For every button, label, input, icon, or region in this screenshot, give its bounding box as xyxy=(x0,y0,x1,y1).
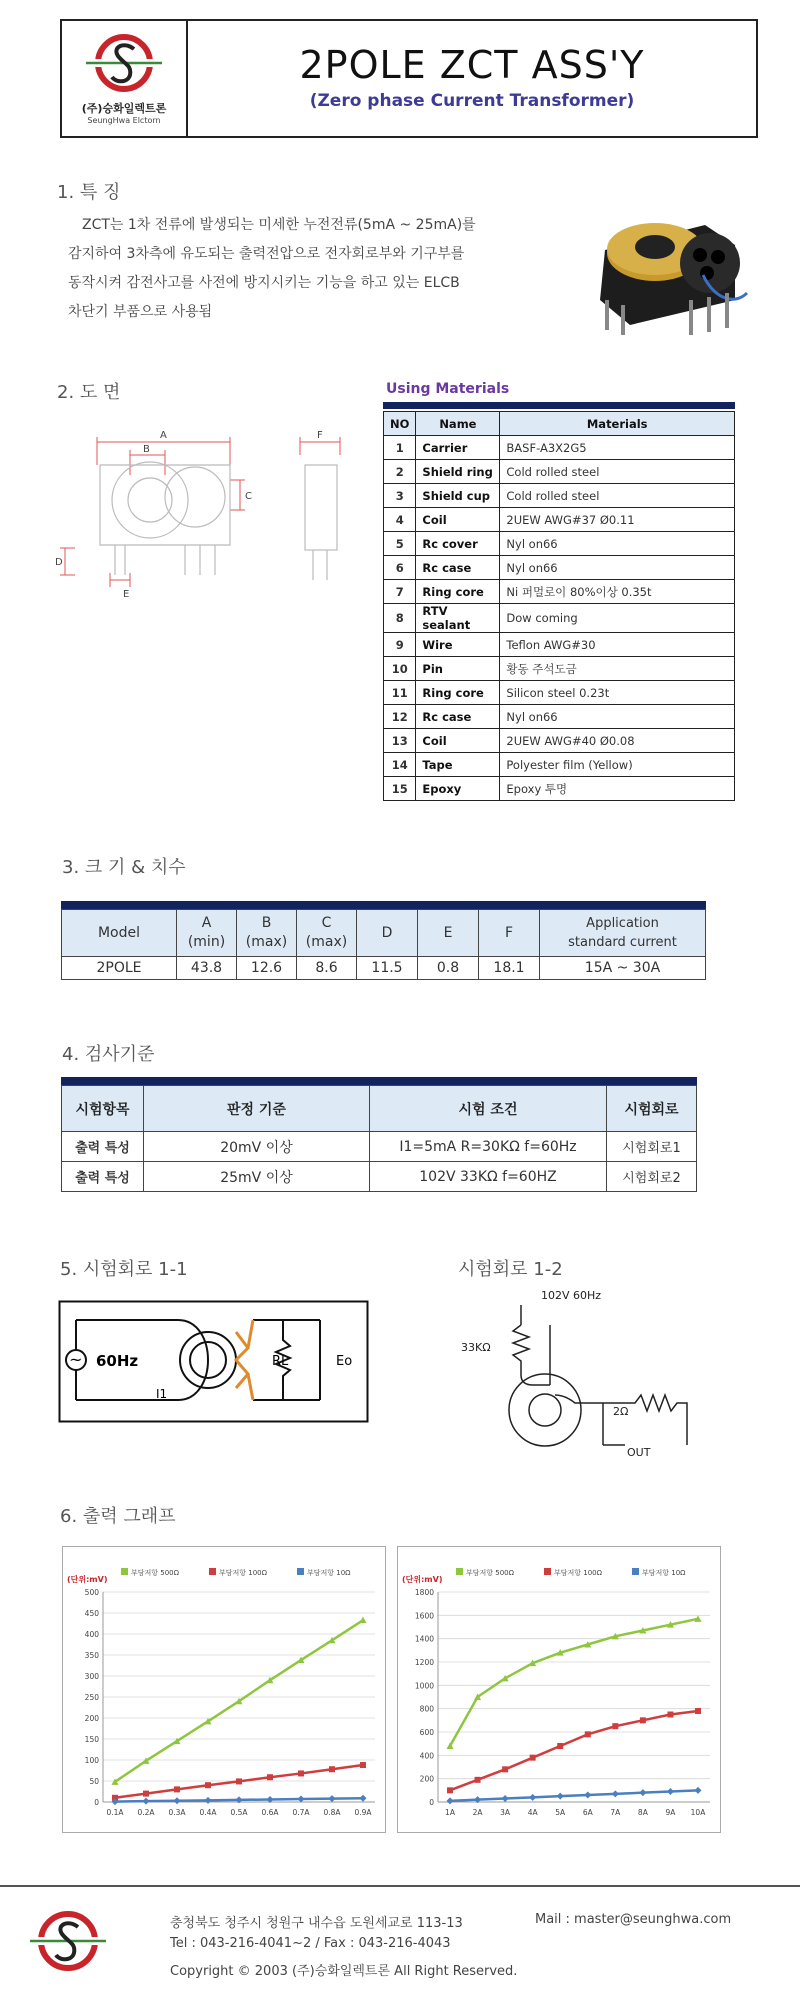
dim-label-f: F xyxy=(317,430,323,441)
cell-material: BASF-A3X2G5 xyxy=(500,436,735,460)
cell-condition: I1=5mA R=30KΩ f=60Hz xyxy=(370,1132,607,1162)
data-point xyxy=(585,1731,591,1737)
cell-a: 43.8 xyxy=(177,957,237,980)
y-tick-label: 450 xyxy=(84,1609,99,1618)
col-a-l2: (min) xyxy=(187,934,226,950)
footer-divider xyxy=(0,1885,800,1887)
x-tick-label: 1A xyxy=(445,1808,455,1817)
cell-name: Tape xyxy=(416,753,500,777)
cell-test-item: 출력 특성 xyxy=(62,1162,144,1192)
cell-material: Ni 퍼멀로이 80%이상 0.35t xyxy=(500,580,735,604)
cell-criteria: 20mV 이상 xyxy=(144,1132,370,1162)
footer-logo-icon xyxy=(28,1905,108,1977)
table-row xyxy=(384,508,735,532)
cell-no: 5 xyxy=(384,532,416,556)
materials-table xyxy=(383,411,735,801)
features-line: ZCT는 1차 전류에 발생되는 미세한 누전전류(5mA ~ 25mA)를 xyxy=(82,217,476,233)
output-label: Eo xyxy=(336,1354,353,1369)
current-label: I1 xyxy=(156,1387,168,1401)
table-row xyxy=(62,957,706,980)
table-row xyxy=(384,436,735,460)
cell-name: Rc case xyxy=(416,705,500,729)
dim-label-e: E xyxy=(123,589,130,600)
inspection-table xyxy=(61,1085,697,1192)
cell-condition: 102V 33KΩ f=60HZ xyxy=(370,1162,607,1192)
cell-name: Wire xyxy=(416,633,500,657)
data-point xyxy=(584,1792,591,1799)
product-photo xyxy=(585,205,755,355)
x-tick-label: 0.1A xyxy=(106,1808,124,1817)
y-tick-label: 500 xyxy=(84,1588,99,1597)
data-point xyxy=(143,1798,150,1805)
legend-label: 부담저항 500Ω xyxy=(466,1569,514,1577)
load-label: RL xyxy=(272,1354,289,1369)
table-row xyxy=(384,604,735,633)
y-tick-label: 250 xyxy=(84,1693,99,1702)
y-tick-label: 350 xyxy=(84,1651,99,1660)
features-heading: 1. 특 징 xyxy=(57,182,121,203)
cell-name: Ring core xyxy=(416,580,500,604)
cell-material: Cold rolled steel xyxy=(500,484,735,508)
legend-swatch xyxy=(121,1568,128,1575)
company-name: (주)승화일렉트론 xyxy=(81,102,167,115)
data-point xyxy=(360,1762,366,1768)
ac-source-icon: ~ xyxy=(69,1350,83,1369)
cell-no: 6 xyxy=(384,556,416,580)
table-row xyxy=(384,580,735,604)
cell-material: Cold rolled steel xyxy=(500,460,735,484)
y-tick-label: 1800 xyxy=(414,1588,434,1597)
cell-no: 13 xyxy=(384,729,416,753)
features-line: 동작시켜 감전사고를 사전에 방지시키는 기능을 하고 있는 ELCB xyxy=(68,275,460,291)
x-tick-label: 0.3A xyxy=(168,1808,186,1817)
y-tick-label: 1000 xyxy=(414,1681,434,1691)
col-a xyxy=(177,910,237,957)
table-row xyxy=(384,681,735,705)
legend-label: 부담저항 100Ω xyxy=(554,1569,602,1577)
cell-material: Nyl on66 xyxy=(500,532,735,556)
col-condition: 시험 조건 xyxy=(370,1086,607,1132)
y-tick-label: 0 xyxy=(429,1798,434,1807)
x-tick-label: 3A xyxy=(500,1808,511,1817)
data-point xyxy=(174,1797,181,1804)
dim-label-c: C xyxy=(245,491,252,502)
table-row xyxy=(384,484,735,508)
col-e: E xyxy=(418,910,479,957)
dimensions-top-bar xyxy=(61,901,706,909)
footer-tel: Tel : 043-216-4041~2 / Fax : 043-216-4043 xyxy=(170,1936,451,1951)
cell-no: 15 xyxy=(384,777,416,801)
y-tick-label: 150 xyxy=(84,1735,99,1744)
col-b-l2: (max) xyxy=(245,934,288,950)
cell-c: 8.6 xyxy=(297,957,357,980)
cell-material: Dow coming xyxy=(500,604,735,633)
col-b xyxy=(237,910,297,957)
col-c-l2: (max) xyxy=(305,934,348,950)
x-tick-label: 5A xyxy=(555,1808,566,1817)
logo-cell xyxy=(62,21,188,136)
dimensions-heading: 3. 크 기 & 치수 xyxy=(62,857,186,878)
y-tick-label: 1600 xyxy=(414,1611,434,1621)
y-tick-label: 800 xyxy=(419,1704,434,1714)
features-description xyxy=(68,211,538,327)
col-criteria: 판정 기준 xyxy=(144,1086,370,1132)
cell-name: Pin xyxy=(416,657,500,681)
cell-e: 0.8 xyxy=(418,957,479,980)
x-tick-label: 9A xyxy=(665,1808,676,1817)
x-tick-label: 0.6A xyxy=(261,1808,279,1817)
data-point xyxy=(530,1755,536,1761)
x-tick-label: 0.5A xyxy=(230,1808,248,1817)
cell-application: 15A ~ 30A xyxy=(540,957,706,980)
unit-label: (단위:mV) xyxy=(67,1575,108,1584)
data-point xyxy=(236,1778,242,1784)
cell-name: Rc cover xyxy=(416,532,500,556)
table-row xyxy=(384,460,735,484)
graphs-heading: 6. 출력 그래프 xyxy=(60,1506,176,1527)
legend-label: 부담저항 10Ω xyxy=(307,1569,351,1577)
y-tick-label: 400 xyxy=(84,1630,99,1639)
output-chart-low-current xyxy=(63,1547,385,1832)
y-tick-label: 400 xyxy=(419,1751,434,1761)
col-circuit: 시험회로 xyxy=(607,1086,697,1132)
company-logo-icon xyxy=(84,29,164,97)
cell-material: Epoxy 투명 xyxy=(500,777,735,801)
table-row xyxy=(384,532,735,556)
x-tick-label: 0.9A xyxy=(354,1808,372,1817)
data-point xyxy=(639,1789,646,1796)
table-row xyxy=(384,753,735,777)
data-point xyxy=(502,1795,509,1802)
dim-label-a: A xyxy=(160,430,167,441)
cell-no: 9 xyxy=(384,633,416,657)
y-tick-label: 200 xyxy=(419,1774,434,1784)
table-row xyxy=(62,1162,697,1192)
legend-label: 부담저항 500Ω xyxy=(131,1569,179,1577)
features-line: 감지하여 3차측에 유도되는 출력전압으로 전자회로부와 기구부를 xyxy=(68,246,465,262)
features-line: 차단기 부품으로 사용됨 xyxy=(68,304,213,320)
cell-no: 11 xyxy=(384,681,416,705)
cell-name: Rc case xyxy=(416,556,500,580)
table-row xyxy=(384,633,735,657)
cell-no: 10 xyxy=(384,657,416,681)
x-tick-label: 7A xyxy=(610,1808,621,1817)
document-title: 2POLE ZCT ASS'Y xyxy=(299,43,645,87)
dimensions-table xyxy=(61,909,706,980)
cell-material: Nyl on66 xyxy=(500,705,735,729)
inspection-top-bar xyxy=(61,1077,697,1085)
data-point xyxy=(612,1790,619,1797)
cell-name: Coil xyxy=(416,729,500,753)
col-b-l1: B xyxy=(261,915,272,931)
data-point xyxy=(557,1793,564,1800)
output-chart-high-current xyxy=(398,1547,720,1832)
y-tick-label: 600 xyxy=(419,1728,434,1737)
y-tick-label: 0 xyxy=(94,1798,99,1807)
cell-no: 4 xyxy=(384,508,416,532)
col-no: NO xyxy=(384,412,416,436)
data-point xyxy=(475,1777,481,1783)
x-tick-label: 0.7A xyxy=(292,1808,310,1817)
cell-material: 2UEW AWG#40 Ø0.08 xyxy=(500,729,735,753)
cell-material: 2UEW AWG#37 Ø0.11 xyxy=(500,508,735,532)
chart-box-1 xyxy=(62,1546,386,1833)
materials-top-bar xyxy=(383,402,735,409)
data-point xyxy=(695,1708,701,1714)
cell-name: Carrier xyxy=(416,436,500,460)
c2-voltage-label: 102V 60Hz xyxy=(541,1289,602,1302)
cell-name: Shield ring xyxy=(416,460,500,484)
data-point xyxy=(557,1743,563,1749)
data-point xyxy=(447,1797,454,1804)
cell-no: 12 xyxy=(384,705,416,729)
data-point xyxy=(447,1787,453,1793)
data-point xyxy=(205,1782,211,1788)
document-subtitle: (Zero phase Current Transformer) xyxy=(309,91,635,111)
x-tick-label: 8A xyxy=(637,1808,648,1817)
data-point xyxy=(667,1788,674,1795)
table-row xyxy=(384,729,735,753)
dimension-drawing xyxy=(55,425,365,615)
cell-name: Coil xyxy=(416,508,500,532)
cell-name: RTV sealant xyxy=(416,604,500,633)
cell-name: Shield cup xyxy=(416,484,500,508)
cell-no: 1 xyxy=(384,436,416,460)
footer-copyright: Copyright © 2003 (주)승화일렉트론 All Right Reserved. xyxy=(170,1964,518,1979)
cell-no: 2 xyxy=(384,460,416,484)
legend-swatch xyxy=(297,1568,304,1575)
inspection-heading: 4. 검사기준 xyxy=(62,1044,155,1065)
data-point xyxy=(695,1787,702,1794)
test-circuit-1-2 xyxy=(455,1285,715,1470)
x-tick-label: 10A xyxy=(690,1808,706,1817)
col-model: Model xyxy=(62,910,177,957)
col-test-item: 시험항목 xyxy=(62,1086,144,1132)
y-tick-label: 50 xyxy=(89,1777,99,1786)
cell-no: 14 xyxy=(384,753,416,777)
data-point xyxy=(667,1712,673,1718)
cell-no: 7 xyxy=(384,580,416,604)
materials-title: Using Materials xyxy=(386,381,510,397)
cell-no: 8 xyxy=(384,604,416,633)
legend-swatch xyxy=(456,1568,463,1575)
data-point xyxy=(529,1794,536,1801)
data-point xyxy=(502,1766,508,1772)
x-tick-label: 0.2A xyxy=(137,1808,155,1817)
legend-label: 부담저항 10Ω xyxy=(642,1569,686,1577)
c2-resistor-label: 33KΩ xyxy=(461,1341,491,1354)
x-tick-label: 2A xyxy=(472,1808,483,1817)
cell-material: Nyl on66 xyxy=(500,556,735,580)
x-tick-label: 4A xyxy=(527,1808,538,1817)
col-materials: Materials xyxy=(500,412,735,436)
col-application xyxy=(540,910,706,957)
col-app-l1: Application xyxy=(586,916,659,931)
col-c xyxy=(297,910,357,957)
test-circuit-1-1 xyxy=(58,1300,370,1424)
drawing-heading: 2. 도 면 xyxy=(57,382,121,403)
table-row xyxy=(384,657,735,681)
cell-name: Ring core xyxy=(416,681,500,705)
chart-box-2 xyxy=(397,1546,721,1833)
dim-label-d: D xyxy=(55,557,63,568)
legend-swatch xyxy=(209,1568,216,1575)
col-f: F xyxy=(479,910,540,957)
series-line xyxy=(450,1790,698,1801)
cell-material: Teflon AWG#30 xyxy=(500,633,735,657)
data-point xyxy=(174,1786,180,1792)
cell-model: 2POLE xyxy=(62,957,177,980)
col-app-l2: standard current xyxy=(568,935,677,950)
cell-circuit: 시험회로1 xyxy=(607,1132,697,1162)
x-tick-label: 0.8A xyxy=(323,1808,341,1817)
legend-swatch xyxy=(632,1568,639,1575)
col-name: Name xyxy=(416,412,500,436)
document-header xyxy=(60,19,758,138)
unit-label: (단위:mV) xyxy=(402,1575,443,1584)
data-point xyxy=(298,1770,304,1776)
data-point xyxy=(329,1766,335,1772)
series-line xyxy=(450,1619,698,1746)
cell-no: 3 xyxy=(384,484,416,508)
y-tick-label: 100 xyxy=(84,1756,99,1765)
cell-b: 12.6 xyxy=(237,957,297,980)
y-tick-label: 200 xyxy=(84,1714,99,1723)
source-freq-label: 60Hz xyxy=(96,1352,139,1370)
cell-material: 황동 주석도금 xyxy=(500,657,735,681)
c2-out-label: OUT xyxy=(627,1446,651,1459)
c2-r2-label: 2Ω xyxy=(613,1405,629,1418)
col-a-l1: A xyxy=(201,915,212,931)
col-d: D xyxy=(357,910,418,957)
table-row xyxy=(62,1132,697,1162)
footer-mail: Mail : master@seunghwa.com xyxy=(535,1912,732,1927)
y-tick-label: 1400 xyxy=(414,1634,434,1644)
cell-criteria: 25mV 이상 xyxy=(144,1162,370,1192)
col-c-l1: C xyxy=(321,915,332,931)
data-point xyxy=(360,1617,367,1624)
table-row xyxy=(384,556,735,580)
legend-swatch xyxy=(544,1568,551,1575)
cell-material: Polyester film (Yellow) xyxy=(500,753,735,777)
dim-label-b: B xyxy=(143,444,150,455)
footer-address: 충청북도 청주시 청원구 내수읍 도원세교로 113-13 xyxy=(170,1916,463,1931)
data-point xyxy=(612,1723,618,1729)
cell-material: Silicon steel 0.23t xyxy=(500,681,735,705)
data-point xyxy=(329,1795,336,1802)
y-tick-label: 300 xyxy=(84,1672,99,1681)
data-point xyxy=(360,1795,367,1802)
materials-body xyxy=(384,436,735,801)
cell-name: Epoxy xyxy=(416,777,500,801)
data-point xyxy=(205,1797,212,1804)
x-tick-label: 0.4A xyxy=(199,1808,217,1817)
data-point xyxy=(143,1791,149,1797)
legend-label: 부담저항 100Ω xyxy=(219,1569,267,1577)
data-point xyxy=(640,1717,646,1723)
cell-circuit: 시험회로2 xyxy=(607,1162,697,1192)
circuit-heading-1: 5. 시험회로 1-1 xyxy=(60,1259,188,1280)
company-name-en: SeungHwa Elctorn xyxy=(87,116,161,125)
cell-f: 18.1 xyxy=(479,957,540,980)
x-tick-label: 6A xyxy=(582,1808,593,1817)
data-point xyxy=(267,1774,273,1780)
cell-d: 11.5 xyxy=(357,957,418,980)
circuit-heading-2: 시험회로 1-2 xyxy=(458,1259,563,1280)
table-row xyxy=(384,705,735,729)
y-tick-label: 1200 xyxy=(414,1658,434,1667)
cell-test-item: 출력 특성 xyxy=(62,1132,144,1162)
table-row xyxy=(384,777,735,801)
